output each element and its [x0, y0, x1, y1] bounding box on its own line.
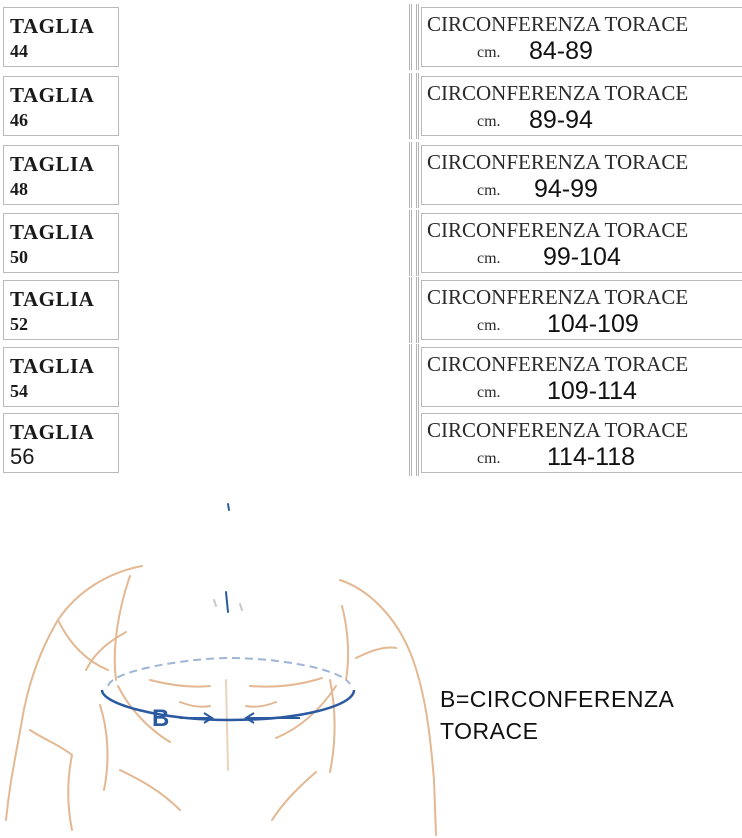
diagram-caption — [440, 683, 674, 747]
unit-label: cm. — [477, 450, 501, 467]
size-label: TAGLIA — [10, 14, 95, 38]
size-row — [0, 410, 742, 476]
chest-cell — [421, 76, 742, 136]
size-cell — [3, 7, 119, 67]
size-number: 52 — [10, 314, 28, 334]
size-label: TAGLIA — [10, 354, 95, 378]
chest-label: CIRCONFERENZA TORACE — [427, 150, 689, 174]
unit-label: cm. — [477, 250, 501, 267]
size-number: 48 — [10, 179, 28, 199]
chest-cell — [421, 7, 742, 67]
size-cell — [3, 145, 119, 205]
unit-label: cm. — [477, 384, 501, 401]
size-label: TAGLIA — [10, 83, 95, 107]
chest-label: CIRCONFERENZA TORACE — [427, 352, 689, 376]
chest-range: 99-104 — [543, 243, 621, 271]
column-divider — [409, 210, 419, 276]
chest-label: CIRCONFERENZA TORACE — [427, 81, 689, 105]
column-divider — [409, 73, 419, 139]
size-row — [0, 142, 742, 208]
unit-label: cm. — [477, 44, 501, 61]
chest-cell — [421, 213, 742, 273]
column-divider — [409, 142, 419, 208]
size-cell — [3, 76, 119, 136]
column-divider — [409, 4, 419, 70]
chest-cell — [421, 145, 742, 205]
chest-range: 94-99 — [534, 175, 598, 203]
torso-outline — [6, 504, 436, 835]
unit-label: cm. — [477, 113, 501, 130]
chest-label: CIRCONFERENZA TORACE — [427, 12, 689, 36]
size-row — [0, 344, 742, 410]
size-number: 44 — [10, 41, 28, 61]
chest-range: 109-114 — [547, 377, 637, 405]
size-label: TAGLIA — [10, 287, 95, 311]
caption-line-2: TORACE — [440, 718, 539, 744]
size-row — [0, 4, 742, 70]
chest-cell — [421, 413, 742, 473]
chest-label: CIRCONFERENZA TORACE — [427, 218, 689, 242]
size-label: TAGLIA — [10, 152, 95, 176]
size-label: TAGLIA — [10, 420, 95, 444]
chest-range: 114-118 — [547, 443, 636, 471]
size-row — [0, 210, 742, 276]
size-cell — [3, 213, 119, 273]
size-number: 46 — [10, 110, 28, 130]
size-cell — [3, 280, 119, 340]
size-row — [0, 73, 742, 139]
size-row — [0, 277, 742, 343]
chest-label: CIRCONFERENZA TORACE — [427, 418, 689, 442]
size-number: 56 — [10, 444, 35, 469]
unit-label: cm. — [477, 182, 501, 199]
chest-cell — [421, 280, 742, 340]
chest-range: 104-109 — [547, 310, 639, 338]
chest-range: 84-89 — [529, 37, 593, 65]
measure-back-line — [108, 658, 350, 686]
chest-range: 89-94 — [529, 106, 593, 134]
size-number: 50 — [10, 247, 28, 267]
torso-illustration — [0, 480, 440, 838]
chest-cell — [421, 347, 742, 407]
chest-label: CIRCONFERENZA TORACE — [427, 285, 689, 309]
size-label: TAGLIA — [10, 220, 95, 244]
column-divider — [409, 344, 419, 410]
size-cell — [3, 347, 119, 407]
measure-front-line — [102, 690, 354, 720]
column-divider — [409, 277, 419, 343]
measure-marker-label: B — [152, 705, 170, 732]
unit-label: cm. — [477, 317, 501, 334]
column-divider — [409, 410, 419, 476]
caption-line-1: B=CIRCONFERENZA — [440, 686, 675, 712]
size-cell — [3, 413, 119, 473]
size-number: 54 — [10, 381, 28, 401]
